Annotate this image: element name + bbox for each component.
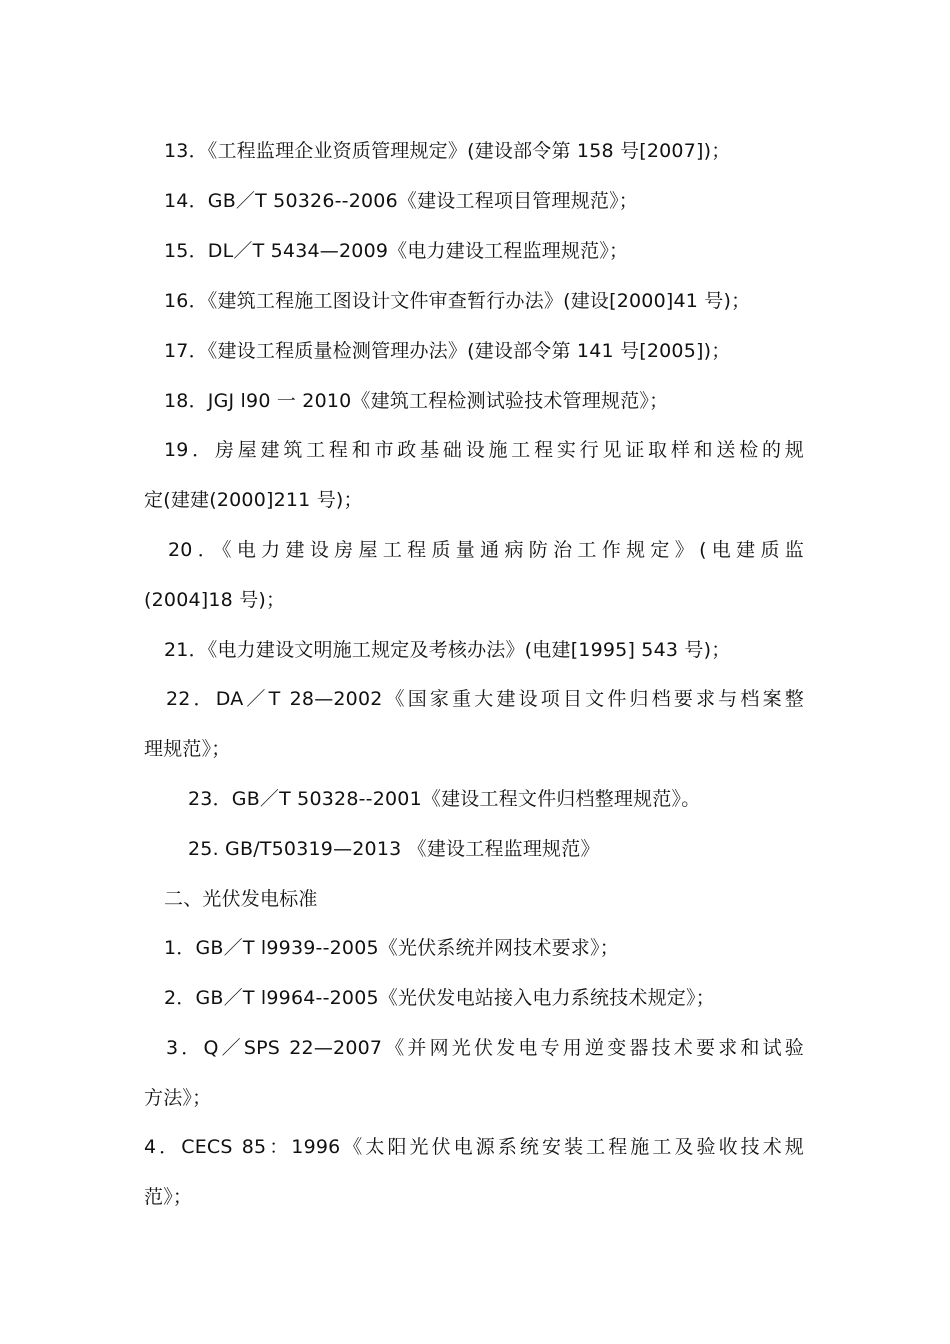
text-line: 4．CECS 85：1996《太阳光伏电源系统安装工程施工及验收技术规	[144, 1136, 804, 1158]
text-line: 19．房屋建筑工程和市政基础设施工程实行见证取样和送检的规	[164, 439, 804, 461]
text-line: 21．《电力建设文明施工规定及考核办法》(电建[1995] 543 号)；	[164, 639, 731, 661]
text-line: 13．《工程监理企业资质管理规定》(建设部令第 158 号[2007])；	[164, 140, 731, 162]
text-line: 14．GB／T 50326--2006《建设工程项目管理规范》；	[164, 190, 638, 212]
text-line: 17．《建设工程质量检测管理办法》(建设部令第 141 号[2005])；	[164, 340, 731, 362]
text-line: (2004]18 号)；	[144, 589, 286, 611]
text-line: 20．《电力建设房屋工程质量通病防治工作规定》(电建质监	[168, 539, 804, 561]
text-line: 理规范》；	[144, 738, 231, 760]
section-heading: 二、光伏发电标准	[164, 888, 318, 910]
text-line: 15．DL／T 5434—2009《电力建设工程监理规范》；	[164, 240, 629, 262]
text-line: 16．《建筑工程施工图设计文件审查暂行办法》(建设[2000]41 号)；	[164, 290, 751, 312]
text-line: 18．JGJ l90 一 2010《建筑工程检测试验技术管理规范》；	[164, 390, 669, 412]
text-line: 范》；	[144, 1186, 193, 1208]
text-line: 1．GB／T l9939--2005《光伏系统并网技术要求》；	[164, 937, 619, 959]
text-line: 22．DA／T 28—2002《国家重大建设项目文件归档要求与档案整	[166, 688, 804, 710]
text-line: 25. GB/T50319—2013 《建设工程监理规范》	[188, 838, 600, 860]
text-line: 23．GB／T 50328--2001《建设工程文件归档整理规范》。	[188, 788, 701, 810]
text-line: 定(建建(2000]211 号)；	[144, 489, 363, 511]
text-line: 2．GB／T l9964--2005《光伏发电站接入电力系统技术规定》；	[164, 987, 715, 1009]
text-line: 方法》；	[144, 1087, 212, 1109]
text-line: 3．Q／SPS 22—2007《并网光伏发电专用逆变器技术要求和试验	[166, 1037, 804, 1059]
